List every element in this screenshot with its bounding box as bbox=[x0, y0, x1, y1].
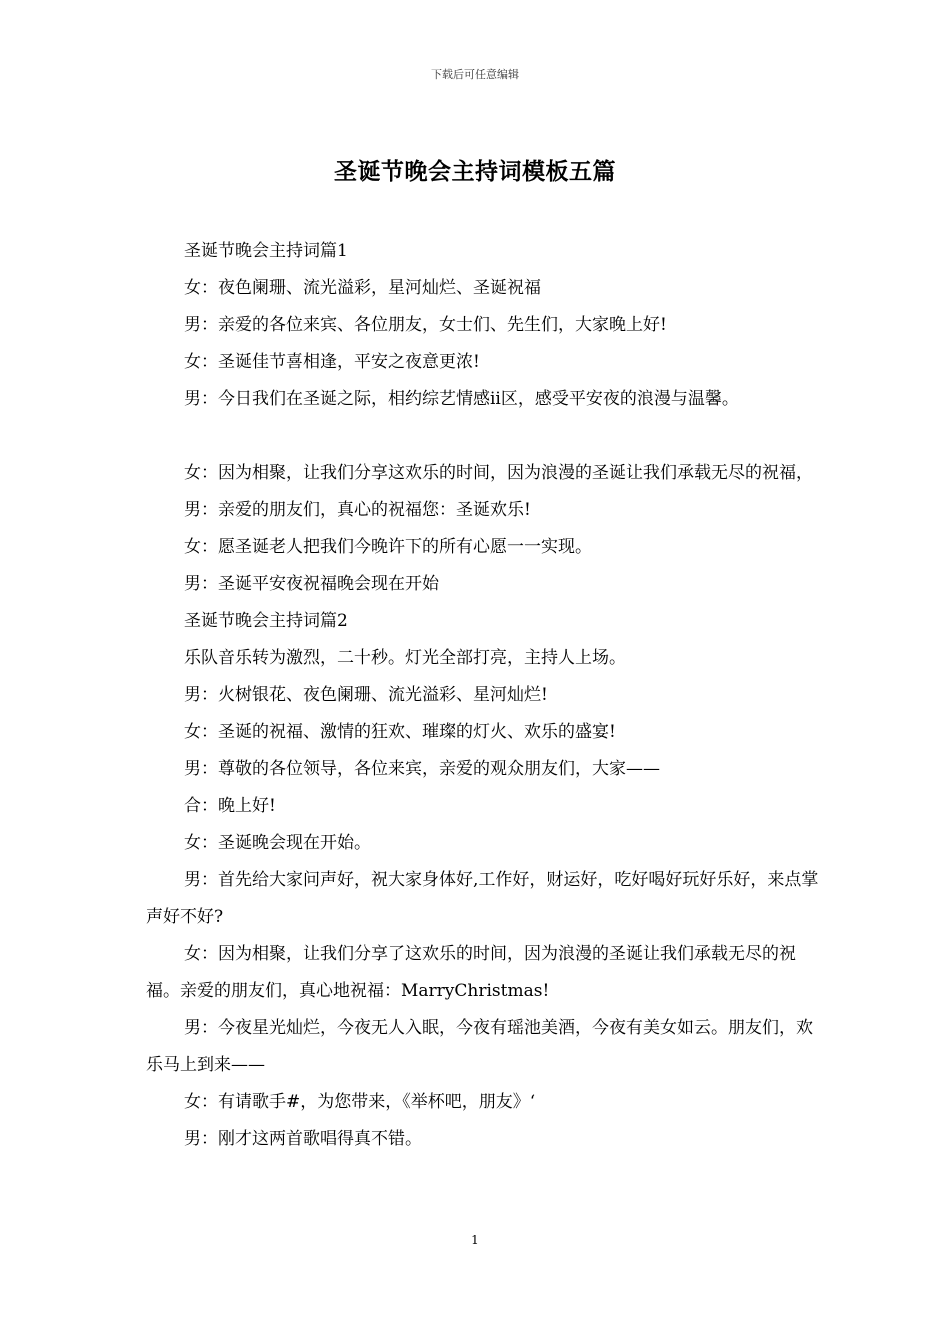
page-header-note: 下载后可任意编辑 bbox=[431, 68, 519, 81]
dialogue-line: 女：因为相聚，让我们分享了这欢乐的时间，因为浪漫的圣诞让我们承载无尽的祝福。亲爱的朋友们，真心地祝福：MarryChristmas! bbox=[146, 944, 796, 1001]
page-number: 1 bbox=[471, 1233, 479, 1247]
dialogue-line: 女：愿圣诞老人把我们今晚许下的所有心愿一一实现。 bbox=[184, 537, 592, 557]
dialogue-line: 男：亲爱的各位来宾、各位朋友，女士们、先生们，大家晚上好! bbox=[184, 315, 667, 335]
dialogue-line: 合：晚上好! bbox=[184, 796, 276, 816]
document-body bbox=[146, 233, 826, 1158]
dialogue-line: 女：因为相聚，让我们分享这欢乐的时间，因为浪漫的圣诞让我们承载无尽的祝福， bbox=[184, 463, 813, 483]
dialogue-line: 男：刚才这两首歌唱得真不错。 bbox=[184, 1129, 422, 1149]
dialogue-line: 女：圣诞晚会现在开始。 bbox=[184, 833, 371, 853]
dialogue-line: 男：尊敬的各位领导，各位来宾，亲爱的观众朋友们，大家—— bbox=[184, 759, 660, 779]
dialogue-line: 男：火树银花、夜色阑珊、流光溢彩、星河灿烂! bbox=[184, 685, 548, 705]
document-title: 圣诞节晚会主持词模板五篇 bbox=[334, 158, 616, 185]
dialogue-line: 女：圣诞佳节喜相逢，平安之夜意更浓! bbox=[184, 352, 480, 372]
stage-direction: 乐队音乐转为激烈，二十秒。灯光全部打亮，主持人上场。 bbox=[184, 648, 626, 668]
dialogue-line: 男：今日我们在圣诞之际，相约综艺情感ii区，感受平安夜的浪漫与温馨。 bbox=[184, 389, 739, 409]
dialogue-line: 女：有请歌手#，为您带来，《举杯吧，朋友》‘ bbox=[184, 1092, 536, 1112]
dialogue-line: 男：今夜星光灿烂，今夜无人入眠，今夜有瑶池美酒，今夜有美女如云。朋友们，欢乐马上到来—— bbox=[146, 1018, 813, 1075]
dialogue-line: 男：亲爱的朋友们，真心的祝福您：圣诞欢乐! bbox=[184, 500, 531, 520]
section-heading-1: 圣诞节晚会主持词篇1 bbox=[184, 241, 348, 261]
dialogue-line: 女：圣诞的祝福、激情的狂欢、璀璨的灯火、欢乐的盛宴! bbox=[184, 722, 616, 742]
dialogue-line: 女：夜色阑珊、流光溢彩，星河灿烂、圣诞祝福 bbox=[184, 278, 541, 298]
section-heading-2: 圣诞节晚会主持词篇2 bbox=[184, 611, 348, 631]
dialogue-line: 男：首先给大家问声好，祝大家身体好,工作好，财运好，吃好喝好玩好乐好，来点掌声好不好? bbox=[146, 870, 819, 927]
dialogue-line: 男：圣诞平安夜祝福晚会现在开始 bbox=[184, 574, 439, 594]
